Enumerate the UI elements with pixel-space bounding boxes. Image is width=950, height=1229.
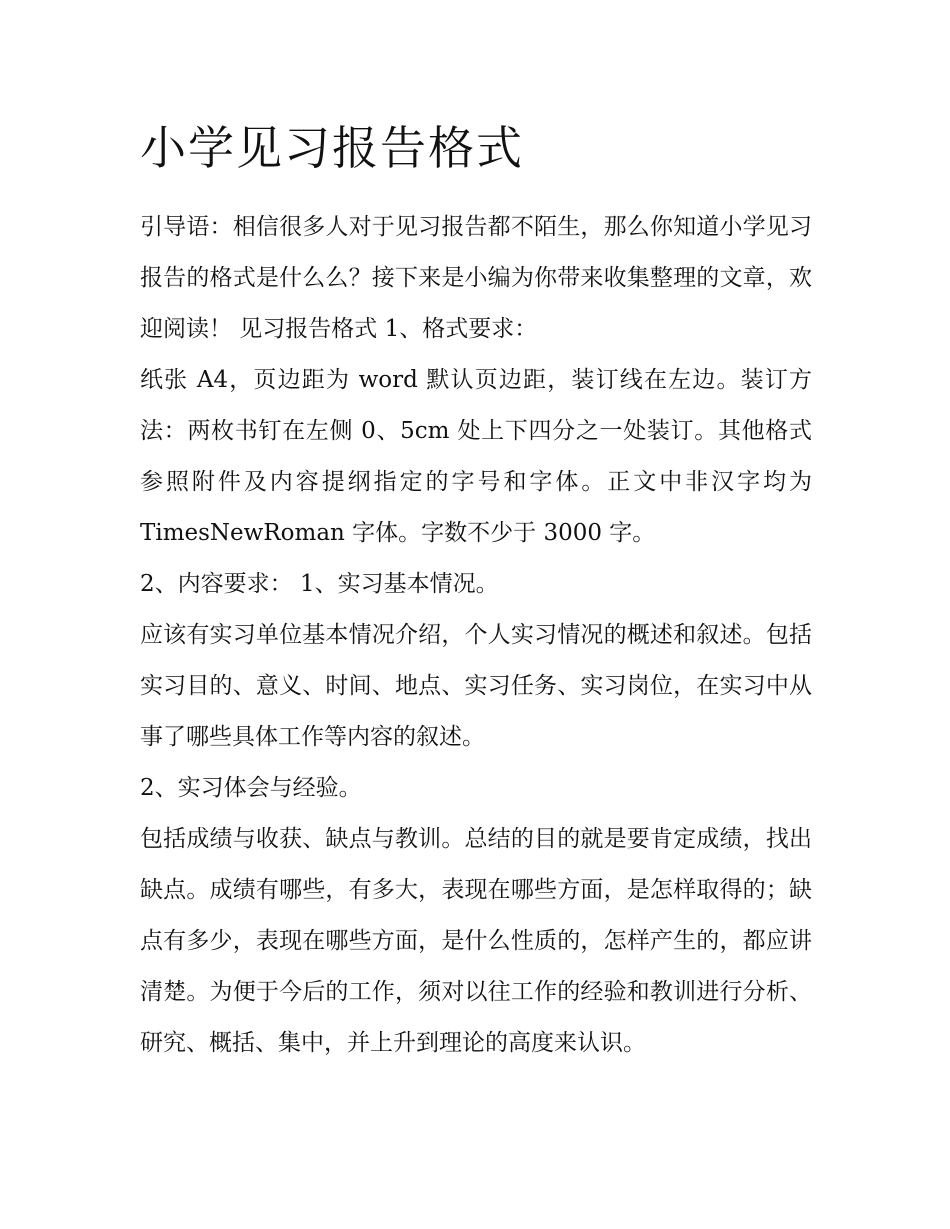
- paragraph-content-requirements: 2、内容要求： 1、实习基本情况。: [140, 571, 499, 597]
- paragraph-experience-body: 包括成绩与收获、缺点与教训。总结的目的就是要肯定成绩，找出缺点。成绩有哪些，有多大，表现在哪些方面，是怎样取得的；缺点有多少，表现在哪些方面，是什么性质的，怎样产生的，都应讲清楚。为便于今后的工作，须对以往工作的经验和教训进行分析、研究、概括、集中，并上升到理论的高度来认识。: [140, 826, 812, 1056]
- document-page: [140, 118, 812, 1069]
- paragraph-intro: 引导语：相信很多人对于见习报告都不陌生，那么你知道小学见习报告的格式是什么么？接下来是小编为你带来收集整理的文章，欢迎阅读！ 见习报告格式 1、格式要求：: [140, 214, 812, 342]
- paragraph-basic-situation: 应该有实习单位基本情况介绍，个人实习情况的概述和叙述。包括实习目的、意义、时间、地点、实习任务、实习岗位，在实习中从事了哪些具体工作等内容的叙述。: [140, 622, 812, 750]
- paragraph-experience-heading: 2、实习体会与经验。: [140, 775, 362, 801]
- paragraph-format-requirements: 纸张 A4，页边距为 word 默认页边距，装订线在左边。装订方法：两枚书钉在左侧 0、5cm 处上下四分之一处装订。其他格式参照附件及内容提纲指定的字号和字体。正文中非汉字均为 TimesNewRoman 字体。字数不少于 3000 字。: [140, 367, 812, 546]
- document-title: 小学见习报告格式: [140, 121, 524, 175]
